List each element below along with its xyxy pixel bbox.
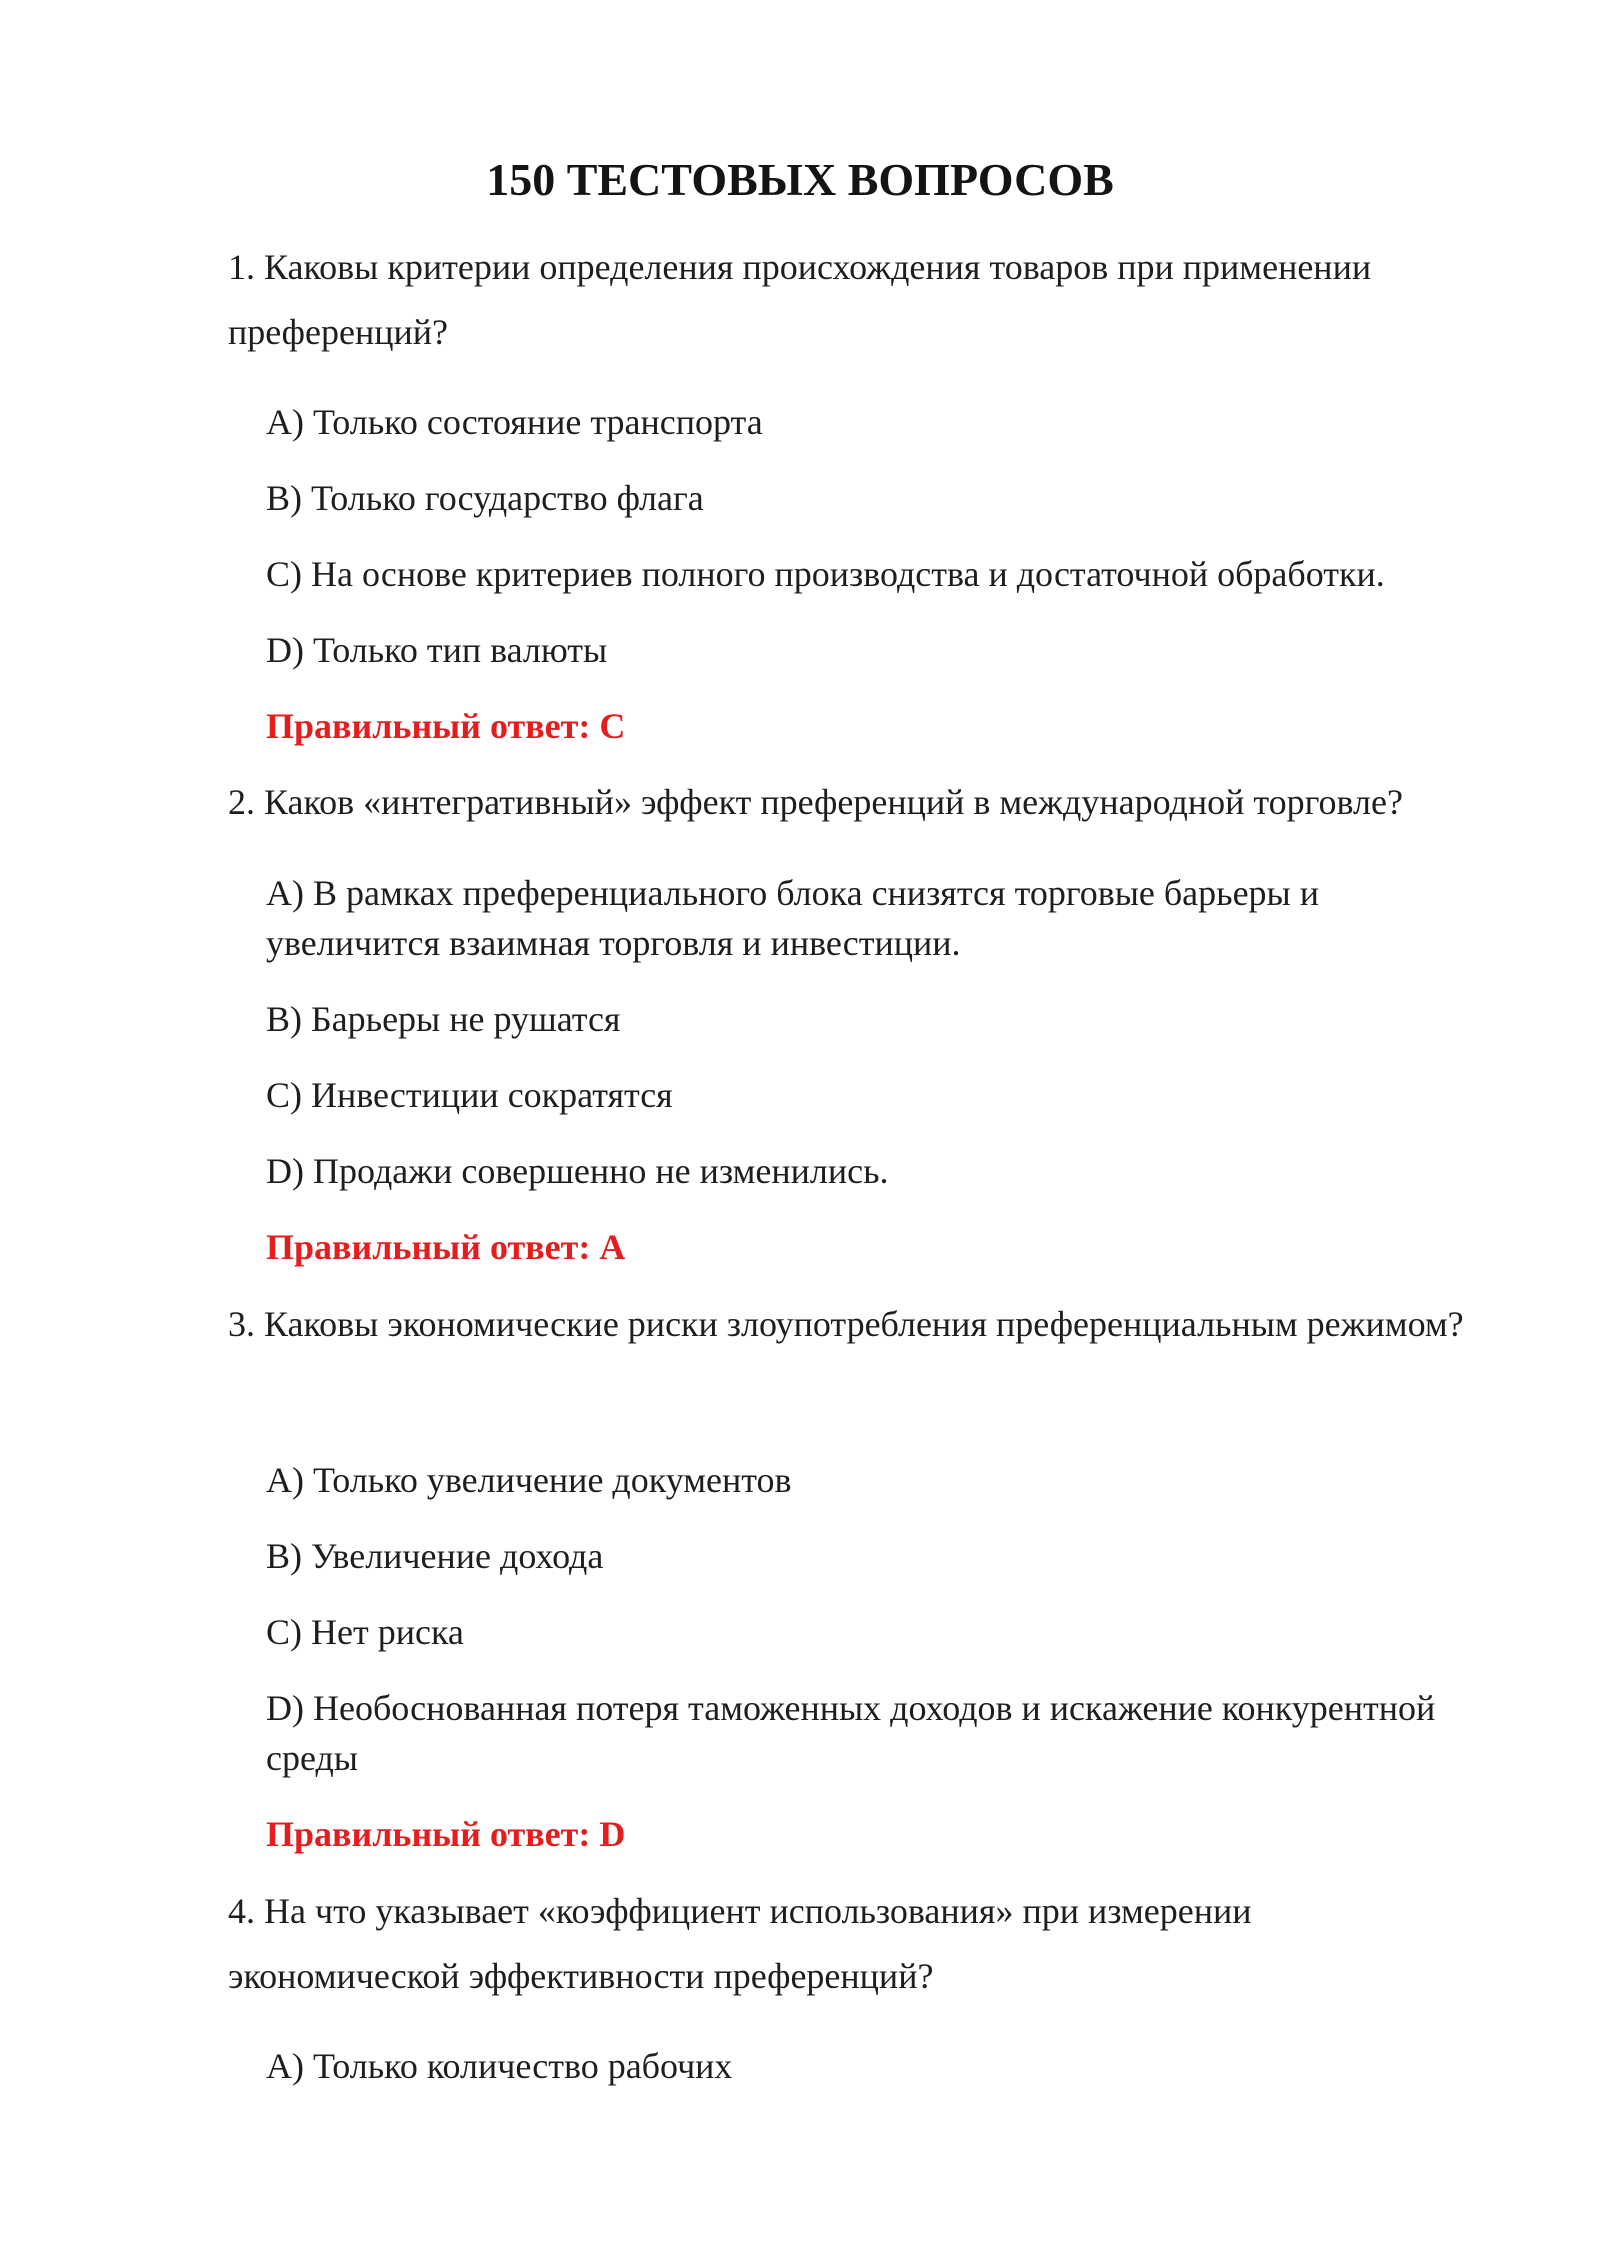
answer-option: D) Необоснованная потеря таможенных доходов и искажение конкурентной среды: [266, 1688, 1436, 1778]
question-text: 1. Каковы критерии определения происхождения товаров при применении преференций?: [228, 247, 1372, 352]
question-text: 3. Каковы экономические риски злоупотребления преференциальным режимом?: [228, 1304, 1464, 1344]
answer-option: C) Нет риска: [266, 1612, 464, 1652]
answer-option: D) Только тип валюты: [266, 630, 608, 670]
correct-answer-label: Правильный ответ:: [266, 1227, 591, 1267]
answer-option: B) Только государство флага: [266, 478, 704, 518]
correct-answer-letter: C: [599, 706, 626, 746]
answer-option: C) Инвестиции сократятся: [266, 1075, 673, 1115]
answer-option: A) В рамках преференциального блока снизятся торговые барьеры и увеличится взаимная торговля и инвестиции.: [266, 873, 1319, 963]
question-text: 4. На что указывает «коэффициент использования» при измерении экономической эффективности преференций?: [228, 1891, 1252, 1996]
answer-option: C) На основе критериев полного производства и достаточной обработки.: [266, 554, 1385, 594]
question-text: 2. Каков «интегративный» эффект преференций в международной торговле?: [228, 782, 1403, 822]
answer-option: A) Только увеличение документов: [266, 1460, 792, 1500]
answer-option: A) Только состояние транспорта: [266, 402, 763, 442]
correct-answer-letter: A: [599, 1227, 626, 1267]
answer-option: D) Продажи совершенно не изменились.: [266, 1151, 889, 1191]
correct-answer: [266, 1809, 625, 1859]
answer-option: B) Увеличение дохода: [266, 1536, 604, 1576]
correct-answer-label: Правильный ответ:: [266, 706, 591, 746]
page-title: 150 ТЕСТОВЫХ ВОПРОСОВ: [486, 154, 1114, 205]
correct-answer-letter: D: [599, 1814, 626, 1854]
answer-option: B) Барьеры не рушатся: [266, 999, 621, 1039]
answer-option: A) Только количество рабочих: [266, 2046, 733, 2086]
correct-answer-label: Правильный ответ:: [266, 1814, 591, 1854]
correct-answer: [266, 1222, 625, 1272]
correct-answer: [266, 701, 625, 751]
